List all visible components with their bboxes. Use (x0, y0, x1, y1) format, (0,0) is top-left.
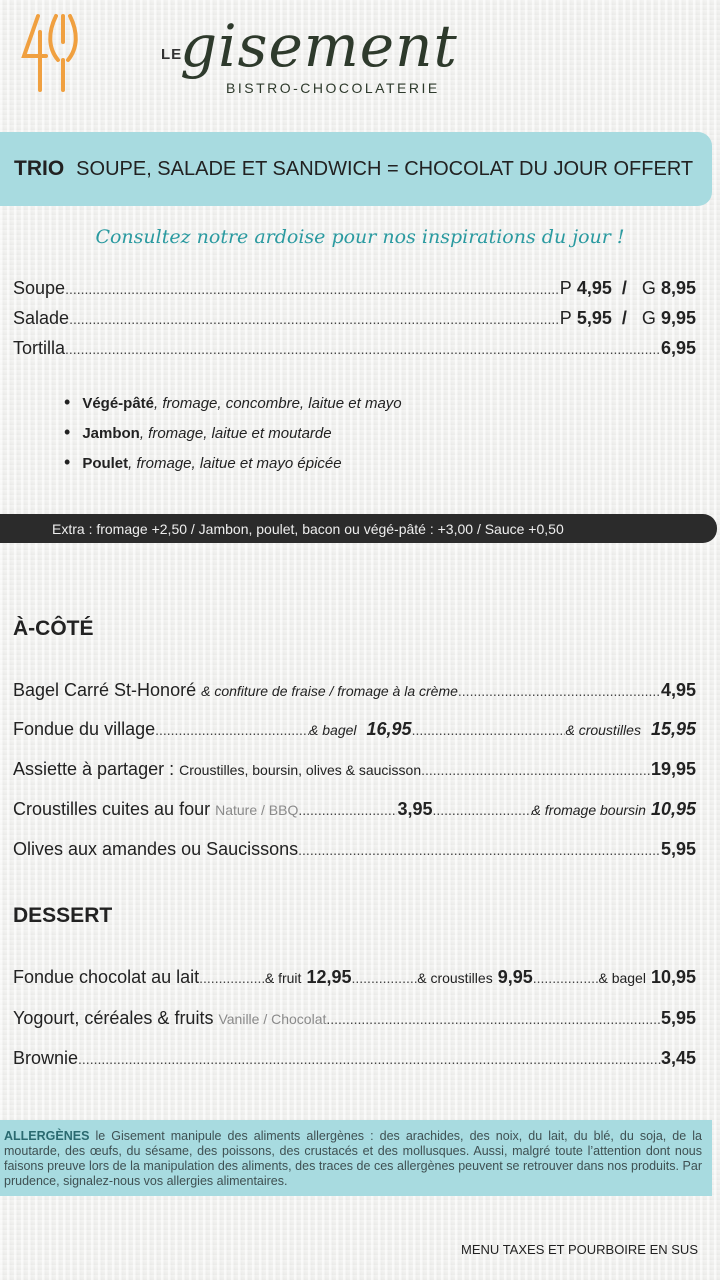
trio-banner (0, 132, 712, 206)
menu-item-bagel: Bagel Carré St-Honoré & confiture de fraise / fromage à la crème ..... 4,95 (13, 680, 696, 701)
brand-subtitle: BISTRO-CHOCOLATERIE (226, 80, 440, 96)
menu-item-olives: Olives aux amandes ou Saucissons ..... 5,95 (13, 839, 696, 860)
menu-item-yogourt: Yogourt, céréales & fruits Vanille / Chocolat ..... 5,95 (13, 1008, 696, 1029)
menu-item-assiette: Assiette à partager : Croustilles, boursin, olives & saucisson ..... 19,95 (13, 759, 696, 780)
trio-text: SOUPE, SALADE ET SANDWICH = CHOCOLAT DU JOUR OFFERT (76, 157, 694, 180)
allergen-label: ALLERGÈNES (4, 1129, 90, 1143)
brand-name: gisement (180, 12, 458, 80)
section-title-dessert: DESSERT (13, 904, 113, 927)
menu-item-fondue-village: Fondue du village ..... & bagel 16,95 ..... & croustilles 15,95 (13, 719, 696, 740)
menu-item-soupe: Soupe ..... P 4,95 / G 8,95 (13, 278, 696, 299)
menu-item-tortilla: Tortilla ..... 6,95 (13, 338, 696, 359)
allergen-notice (0, 1120, 712, 1196)
menu-item-salade: Salade ..... P 5,95 / G 9,95 (13, 308, 696, 329)
menu-item-fondue-chocolat: Fondue chocolat au lait ..... & fruit 12,95 ..... & croustilles 9,95 ..... & bagel 10,95 (13, 967, 696, 988)
menu-item-croustilles: Croustilles cuites au four Nature / BBQ ..... 3,95 ..... & fromage boursin 10,95 (13, 799, 696, 820)
fork-logo-icon (18, 12, 88, 94)
tagline: Consultez notre ardoise pour nos inspirations du jour ! (95, 226, 625, 248)
list-item: • Poulet, fromage, laitue et mayo épicée (64, 450, 402, 480)
tortilla-options (64, 390, 402, 480)
menu-item-brownie: Brownie ..... 3,45 (13, 1048, 696, 1069)
brand-prefix: LE (161, 46, 183, 63)
footer-note: MENU TAXES ET POURBOIRE EN SUS (461, 1242, 698, 1257)
section-title-acote: À-CÔTÉ (13, 617, 94, 640)
trio-label: TRIO (14, 157, 65, 180)
list-item: • Jambon, fromage, laitue et moutarde (64, 420, 402, 450)
allergen-text: le Gisement manipule des aliments allergènes : des arachides, des noix, du lait, du blé, du soja, de la moutarde, des œufs, du sésame, des poissons, des crustacés et des mollusques. Aussi, malgré toute l’attention dont nous faisons preuve lors de la manipulation des aliments, des traces de ces allergènes peuvent se retrouver dans nos produits. Par prudence, signalez-nous vos allergies alimentaires. (4, 1129, 702, 1188)
list-item: • Végé-pâté, fromage, concombre, laitue et mayo (64, 390, 402, 420)
extras-bar: Extra : fromage +2,50 / Jambon, poulet, bacon ou végé-pâté : +3,00 / Sauce +0,50 (0, 514, 717, 543)
